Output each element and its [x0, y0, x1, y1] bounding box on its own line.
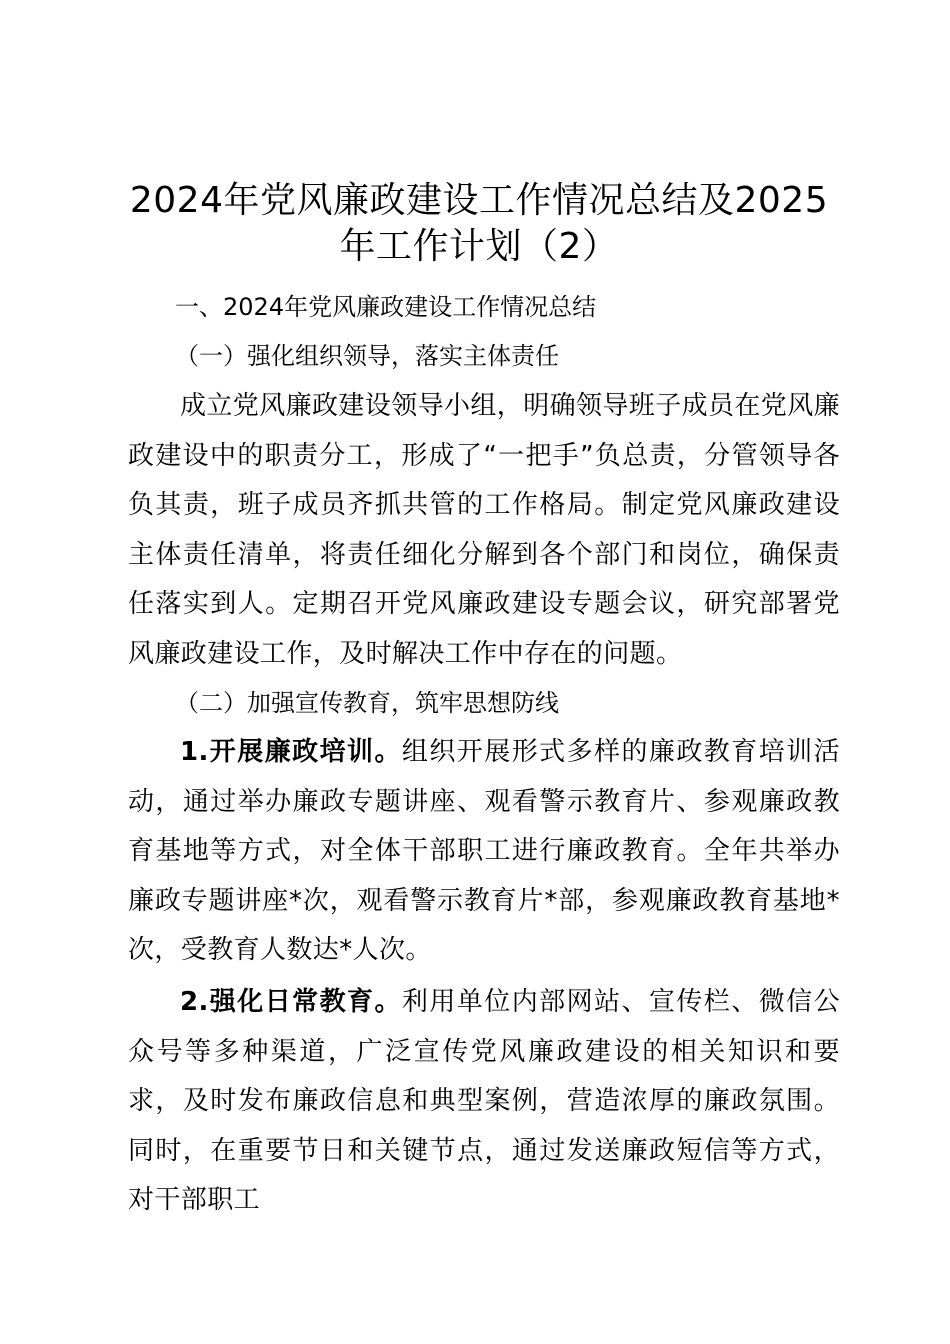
sub-heading-organization: （一）强化组织领导，落实主体责任	[175, 342, 559, 370]
section-heading: 一、2024年党风廉政建设工作情况总结	[175, 293, 597, 321]
training-text: 组织开展形式多样的廉政教育培训活动，通过举办廉政专题讲座、观看警示教育片、参观廉政教育基地等方式，对全体干部职工进行廉政教育。全年共举办廉政专题讲座*次，观看警示教育片*部，参观廉政教育基地*次，受教育人数达*人次。	[128, 737, 840, 965]
training-lead: 1.开展廉政培训。	[180, 737, 402, 767]
daily-education-lead: 2.强化日常教育。	[180, 987, 402, 1017]
document-title: 2024年党风廉政建设工作情况总结及2025年工作计划（2）	[129, 180, 829, 267]
paragraph-daily-education	[128, 978, 840, 1226]
sub-heading-education: （二）加强宣传教育，筑牢思想防线	[175, 689, 559, 717]
paragraph-organization: 成立党风廉政建设领导小组，明确领导班子成员在党风廉政建设中的职责分工，形成了“一把手”负总责，分管领导各负其责，班子成员齐抓共管的工作格局。制定党风廉政建设主体责任清单，将责任细化分解到各个部门和岗位，确保责任落实到人。定期召开党风廉政建设专题会议，研究部署党风廉政建设工作，及时解决工作中存在的问题。	[128, 391, 841, 669]
daily-education-text: 利用单位内部网站、宣传栏、微信公众号等多种渠道，广泛宣传党风廉政建设的相关知识和要求，及时发布廉政信息和典型案例，营造浓厚的廉政氛围。同时，在重要节日和关键节点，通过发送廉政短信等方式，对干部职工	[128, 987, 840, 1215]
paragraph-training	[128, 728, 840, 976]
